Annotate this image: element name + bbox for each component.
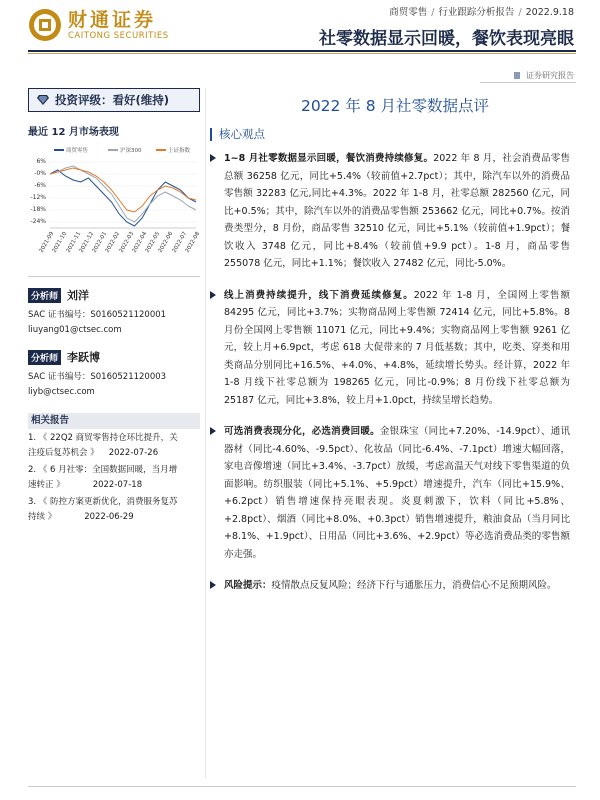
meta-date: 2022.9.18: [525, 7, 574, 18]
y-tick-label: -18%: [30, 206, 46, 213]
x-tick-label: 2022-03: [118, 231, 135, 254]
key-point: [210, 287, 570, 410]
analyst-card: [28, 349, 200, 397]
related-report-link[interactable]: [28, 463, 200, 493]
related-report-date: 2022-06-29: [84, 512, 134, 522]
related-report-title: 1. 《 22Q2 商贸零售持仓环比提升，关: [28, 433, 178, 443]
related-report-title: 2. 《 6 月社零：全国数据回暖，当月增: [28, 465, 178, 475]
tag-divider: [480, 82, 576, 83]
y-tick-label: -12%: [30, 194, 46, 201]
series-line: [50, 166, 196, 222]
research-tag: [514, 70, 574, 81]
bullet-arrow-icon: [210, 291, 216, 299]
x-tick-label: 2022-07: [171, 231, 188, 254]
key-point: [210, 150, 570, 273]
heading-marker: [210, 128, 212, 141]
related-report-date: 2022-07-26: [108, 448, 159, 458]
y-tick-label: 6%: [36, 158, 46, 165]
logo-name-cn: 财通证券: [68, 9, 157, 31]
key-point-lead: 可选消费表现分化，必选消费回暖。: [224, 426, 380, 437]
related-reports-heading: 相关报告: [28, 413, 200, 429]
related-report-link[interactable]: [28, 495, 200, 525]
bullet-arrow-icon: [210, 581, 216, 589]
sidebar-divider: [28, 276, 200, 277]
related-report-title-cont: 持续 》: [28, 512, 57, 522]
related-report-title-cont: 速转正 》: [28, 480, 65, 490]
x-tick-label: 2022-05: [144, 231, 162, 254]
logo-icon: [28, 8, 62, 42]
analyst-role: 分析师: [28, 288, 61, 303]
x-tick-label: 2021-12: [78, 231, 96, 254]
analyst-role: 分析师: [28, 350, 61, 365]
x-tick-label: 2022-08: [184, 231, 202, 254]
bullet-arrow-icon: [210, 154, 216, 162]
analyst-name: 刘洋: [67, 289, 90, 302]
analyst-email[interactable]: liyb@ctsec.com: [28, 387, 95, 397]
series-line: [50, 168, 196, 212]
x-tick-label: 2021-11: [65, 231, 82, 254]
x-tick-label: 2022-01: [91, 231, 109, 254]
market-chart-title: 最近 12 月市场表现: [28, 127, 119, 138]
bullet-arrow-icon: [210, 427, 216, 435]
company-logo: [28, 8, 169, 42]
logo-name-en: CAITONG SECURITIES: [68, 31, 169, 41]
diamond-icon: [37, 95, 49, 105]
report-meta: [319, 4, 574, 18]
meta-separator: /: [518, 7, 522, 18]
core-views-heading: [210, 126, 580, 142]
analyst-sac: SAC 证书编号：S0160521120003: [28, 372, 167, 382]
x-tick-label: 2021-09: [38, 231, 56, 254]
analyst-card: [28, 287, 200, 335]
legend-label: 沪深300: [120, 148, 142, 154]
y-tick-label: -24%: [30, 218, 46, 225]
header-divider-accent: [28, 53, 576, 54]
risk-note-body: 疫情散点反复风险；经济下行与通胀压力，消费信心不足预期风险。: [271, 580, 557, 591]
related-report-link[interactable]: [28, 431, 200, 461]
meta-separator: /: [431, 7, 435, 18]
market-performance-chart: [28, 144, 200, 268]
header-divider: [28, 50, 576, 52]
report-headline: 社零数据显示回暖，餐饮表现亮眼: [319, 29, 574, 49]
research-tag-label: 证券研究报告: [526, 71, 574, 80]
related-report-date: 2022-07-18: [92, 480, 143, 490]
key-point: [210, 423, 570, 563]
related-report-title: 3. 《 防控方案更新优化，消费服务复苏: [28, 497, 178, 507]
analyst-email[interactable]: liuyang01@ctsec.com: [28, 325, 122, 335]
key-point-body: 2022 年 8 月，社会消费品零售总额 36258 亿元，同比+5.4%（较前值+2.7pct）；其中，除汽车以外的消费品零售额 32283 亿元,同比+4.3%。2022 年 1-8 月，社零总额 282560 亿元，同比+0.5%；其中，除汽车以外的消费品零售额 253662 亿元，同比+0.7%。按消费类型分，8 月份，商品零售 32510 亿元，同比+5.1%（较前值+1.9pct）；餐饮收入 3748 亿元，同比+8.4%（较前值+9.9 pct）。1-8 月，商品零售 255078 亿元，同比+1.1%；餐饮收入 27482 亿元，同比-5.0%。: [224, 153, 570, 269]
x-tick-label: 2022-04: [131, 231, 149, 254]
main-content: [210, 88, 580, 595]
column-divider: [205, 88, 206, 778]
investment-rating: [28, 88, 200, 112]
analyst-sac: SAC 证书编号：S0160521120001: [28, 310, 167, 320]
tag-marker-icon: [514, 72, 520, 79]
rating-label: 投资评级：看好(维持): [55, 93, 170, 107]
meta-type: 行业跟踪分析报告: [438, 7, 515, 18]
related-report-title-cont: 注疫后复苏机会 》: [28, 448, 99, 458]
sidebar: [28, 88, 200, 525]
key-point-lead: 线上消费持续提升，线下消费延续修复。: [224, 289, 414, 301]
key-point-body: 2022 年 1-8 月，全国网上零售额 84295 亿元，同比+3.7%；实物商品网上零售额 72414 亿元，同比+5.8%。8 月份全国网上零售额 11071 亿元，同比+9.4%；实物商品网上零售额 9261 亿元，较上月+6.9pct，考虑 618 大促带来的 7 月低基数；其中，吃类、穿类和用类商品分别同比+16.5%、+4.0%、+4.8%，延续增长势头。经计算，2022 年 1-8 月线下社零总额为 198265 亿元，同比-0.9%；8 月份线下社零总额为 25187 亿元，同比+3.8%，较上月+1.0pct，持续呈增长趋势。: [224, 289, 570, 406]
report-title: 2022 年 8 月社零数据点评: [300, 97, 490, 115]
y-tick-label: -0%: [34, 170, 46, 177]
x-tick-label: 2021-10: [51, 231, 69, 254]
analyst-name: 李跃博: [67, 351, 101, 364]
legend-label: 上证指数: [168, 148, 191, 154]
legend-label: 商贸零售: [66, 148, 89, 154]
y-tick-label: -6%: [34, 182, 46, 189]
x-tick-label: 2022-06: [157, 231, 175, 254]
risk-note-lead: 风险提示：: [224, 580, 272, 591]
x-tick-label: 2022-02: [104, 231, 122, 254]
key-point-body: 金银珠宝（同比+7.20%、-14.9pct）、通讯器材（同比-4.60%、-9.5pct）、化妆品（同比-6.4%、-7.1pct）增速大幅回落，家电音像增速（同比+3.4%、-3.7pct）放缓，考虑高温天气对线下零售渠道的负面影响。纺织服装（同比+5.1%、+5.9pct）增速提升，汽车（同比+15.9%、 +6.2pct）销售增速保持亮眼表现。炎夏刺激下，饮料（同比+5.8%、+2.8pct）、烟酒（同比+8.0%、+0.3pct）销售增速提升，粮油食品（当月同比+8.1%、+1.9pct）、日用品（同比+3.6%、+2.9pct）等必选消费品类的零售额亦走强。: [224, 426, 570, 560]
footer-divider: [28, 786, 576, 787]
core-views-label: 核心观点: [219, 127, 265, 141]
key-point-lead: 1~8 月社零数据显示回暖，餐饮消费持续修复。: [224, 153, 434, 164]
risk-note: [210, 577, 570, 595]
meta-category: 商贸零售: [389, 7, 428, 18]
